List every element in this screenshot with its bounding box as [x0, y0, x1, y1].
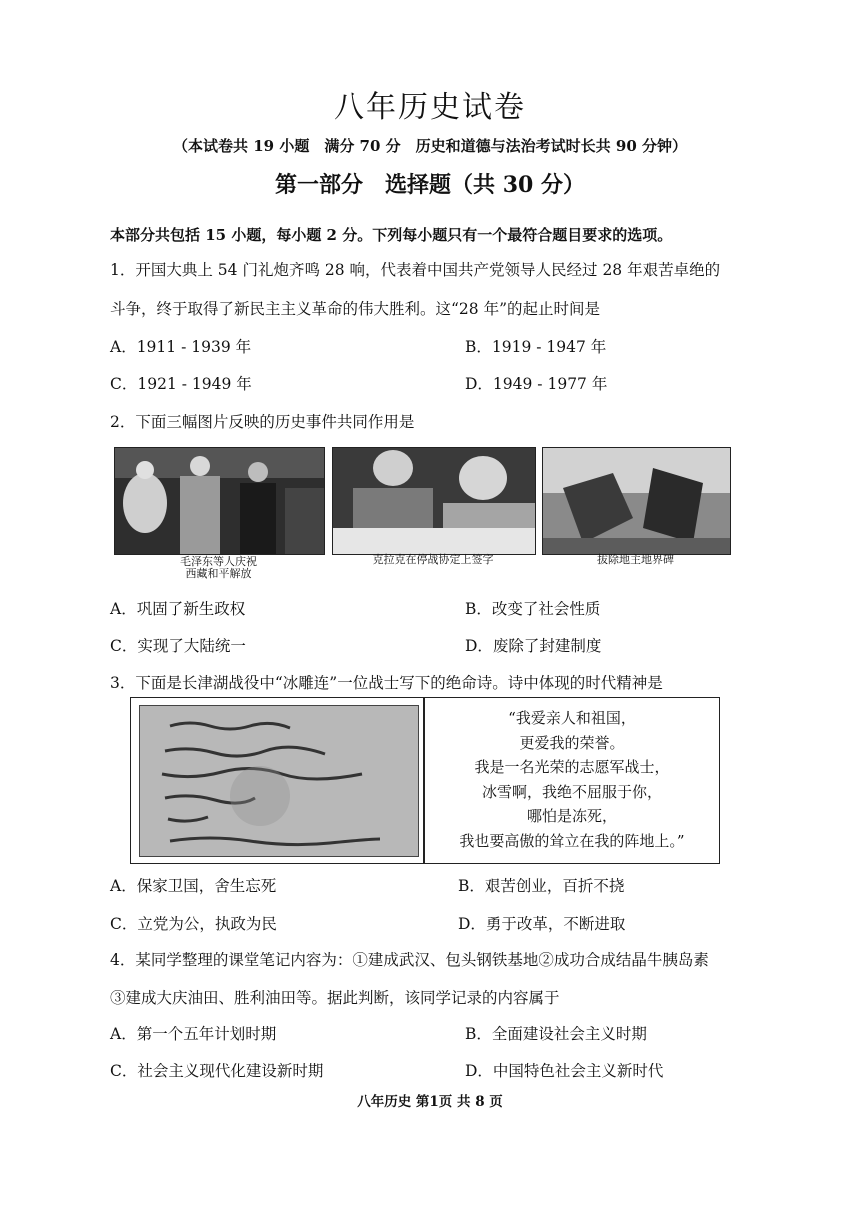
poem-transcription [425, 706, 719, 853]
page-title: 八年历史试卷 [334, 90, 526, 125]
question-1-option-a: A．1911 - 1939 年 [110, 338, 252, 356]
section-title: 第一部分 选择题（共 30 分） [275, 172, 585, 198]
question-1-line-2: 斗争，终于取得了新民主主义革命的伟大胜利。这“28 年”的起止时间是 [110, 300, 601, 318]
caption-photo-3: 拔除地主地界碑 [597, 553, 674, 566]
poem-table [130, 697, 720, 864]
question-3-line-1: 3．下面是长津湖战役中“冰雕连”一位战士写下的绝命诗。诗中体现的时代精神是 [110, 674, 663, 692]
caption-photo-1: 毛泽东等人庆祝 西藏和平解放 [180, 555, 257, 580]
section-instruction: 本部分共包括 15 小题，每小题 2 分。下列每小题只有一个最符合题目要求的选项。 [110, 226, 673, 244]
question-2-option-c: C．实现了大陆统一 [110, 637, 246, 655]
question-2-line-1: 2．下面三幅图片反映的历史事件共同作用是 [110, 413, 415, 431]
question-1-option-c: C．1921 - 1949 年 [110, 375, 252, 393]
question-1-line-1: 1．开国大典上 54 门礼炮齐鸣 28 响，代表着中国共产党领导人民经过 28 年艰苦卓绝的 [110, 261, 721, 279]
caption-photo-2: 克拉克在停战协定上签字 [372, 553, 494, 566]
question-4-option-b: B．全面建设社会主义时期 [465, 1025, 647, 1043]
question-4-option-d: D．中国特色社会主义新时代 [465, 1062, 664, 1080]
question-2-option-d: D．废除了封建制度 [465, 637, 602, 655]
poem-line: 我是一名光荣的志愿军战士， [474, 758, 670, 776]
exam-subtitle: （本试卷共 19 小题 满分 70 分 历史和道德与法治考试时长共 90 分钟） [173, 137, 687, 155]
question-3-option-d: D．勇于改革，不断进取 [458, 915, 626, 933]
question-4-option-c: C．社会主义现代化建设新时期 [110, 1062, 324, 1080]
question-1-option-d: D．1949 - 1977 年 [465, 375, 608, 393]
question-2-option-b: B．改变了社会性质 [465, 600, 601, 618]
question-3-option-c: C．立党为公，执政为民 [110, 915, 277, 933]
photo-landmark-removal [542, 447, 731, 555]
question-3-option-b: B．艰苦创业，百折不挠 [458, 877, 625, 895]
photo-armistice-signing [332, 447, 536, 555]
page-footer: 八年历史 第1页 共 8 页 [357, 1094, 503, 1110]
poem-line: 冰雪啊，我绝不屈服于你， [481, 782, 662, 801]
poem-line: “我爱亲人和祖国， [508, 709, 636, 727]
question-4-line-1: 4．某同学整理的课堂笔记内容为：①建成武汉、包头钢铁基地②成功合成结晶牛胰岛素 [110, 951, 709, 969]
poem-line: 哪怕是冻死， [526, 807, 617, 825]
photo-tibet-liberation [114, 447, 325, 555]
question-3-option-a: A．保家卫国，舍生忘死 [110, 877, 277, 895]
question-4-option-a: A．第一个五年计划时期 [110, 1025, 277, 1043]
poem-line: 更爱我的荣誉。 [519, 733, 625, 752]
question-1-option-b: B．1919 - 1947 年 [465, 338, 607, 356]
handwritten-poem-image [139, 705, 419, 857]
question-2-option-a: A．巩固了新生政权 [110, 600, 246, 618]
poem-line: 我也要高傲的耸立在我的阵地上。” [459, 831, 685, 850]
question-4-line-2: ③建成大庆油田、胜利油田等。据此判断，该同学记录的内容属于 [110, 989, 560, 1007]
